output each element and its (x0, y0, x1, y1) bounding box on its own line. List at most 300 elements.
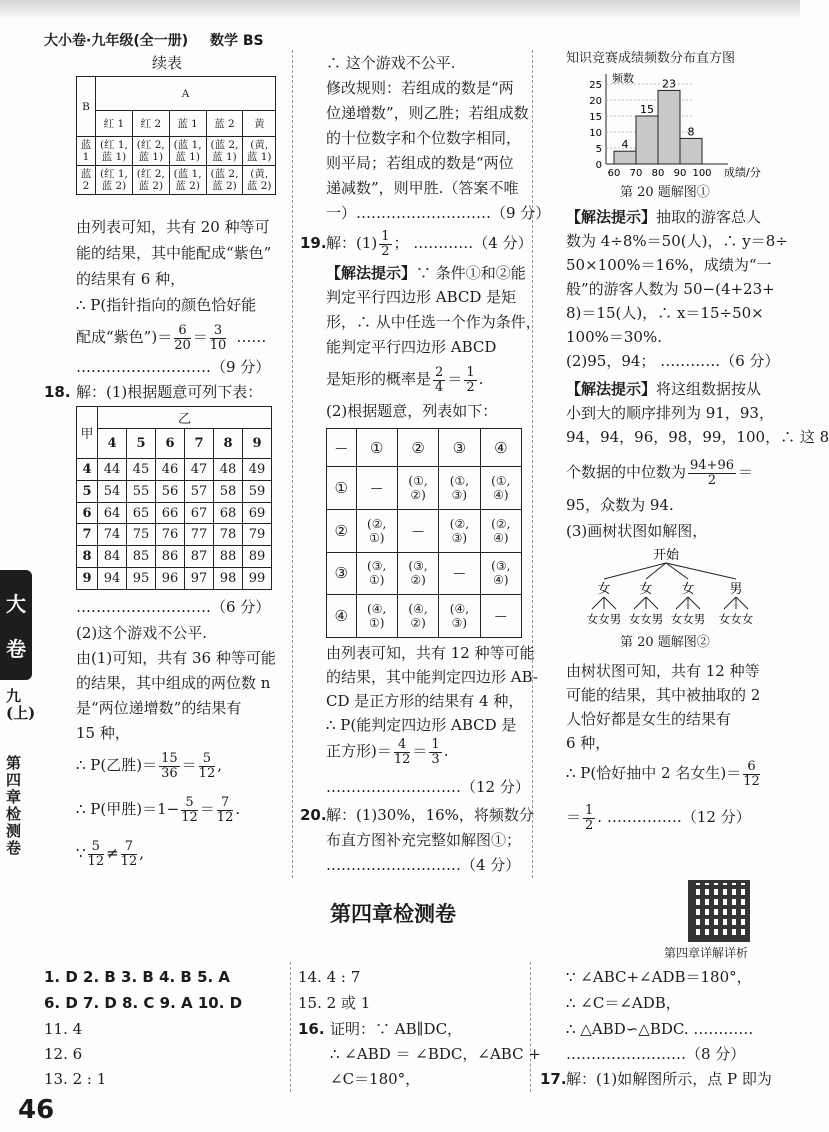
answer-15: 15. 2 或 1 (298, 994, 371, 1012)
condition-table-cell-part: (④, (408, 602, 428, 617)
condition-table-cell: — (480, 595, 521, 638)
fraction-numerator: 3 (210, 324, 227, 339)
formula-p-jia-tail: . (235, 800, 241, 818)
color-table-cell-part: (蓝 1, (173, 168, 202, 180)
number-table-cell: 97 (185, 568, 214, 590)
number-table-col-header: 7 (185, 429, 214, 459)
q20-hint1-line-1 (566, 208, 761, 226)
q19-hint-prob: 是矩形的概率是 $\frac{2}{4}$ ＝ $\frac{1}{2}$ . (326, 364, 484, 395)
q20-hint1-line-1: 数为 4÷8%＝50(人)，∴ y＝8÷ (566, 232, 788, 250)
q20-hint1-line-4: 8)＝15(人)，∴ x＝15÷50× (566, 304, 764, 322)
color-table-cell (96, 137, 133, 166)
color-table-cell-part: (红 1, (99, 139, 128, 151)
number-table-col-header: 9 (243, 429, 272, 459)
color-table-cell (132, 166, 169, 195)
condition-table-corner: — (327, 429, 357, 467)
color-table-cell-part: 蓝 2) (101, 180, 127, 192)
tree-level2-group: 女女女 (718, 612, 754, 626)
q18-score6: ………………………（6 分） (76, 598, 271, 616)
y-tick-label: 5 (595, 144, 602, 155)
color-table-col-header: 蓝 2 (206, 111, 243, 137)
number-table-cell: 65 (127, 502, 156, 524)
tree-root: 开始 (652, 548, 680, 563)
color-table-col-header: 蓝 1 (169, 111, 206, 137)
number-table-cell: 47 (185, 458, 214, 480)
y-axis-label: 频数 (612, 72, 634, 85)
q19-hint-label: 【解法提示】 (326, 264, 417, 282)
answers-row-2: 6. D 7. D 8. C 9. A 10. D (44, 994, 243, 1012)
condition-table-cell-part: (③, (408, 559, 428, 574)
number-table-cell: 84 (98, 546, 127, 568)
condition-table-cell-part: (④, (449, 602, 470, 617)
q20-number: 20. (300, 806, 327, 824)
fraction (121, 840, 138, 869)
number-table-cell: 57 (185, 480, 214, 502)
tree-edge (736, 597, 748, 609)
answer-16-line-1: 证明：∵ AB∥DC， (330, 1020, 463, 1038)
number-table-cell: 49 (243, 458, 272, 480)
col2-line-4: 的十位数字和个位数字相同， (326, 129, 522, 147)
number-table-col-header: 6 (156, 429, 185, 459)
number-table-cell: 54 (98, 480, 127, 502)
color-table-cell-part: 蓝 1) (101, 151, 127, 163)
tree-edge (646, 597, 658, 609)
tree-diagram (566, 545, 766, 631)
fraction-numerator: 2 (435, 364, 444, 380)
condition-table-col-header: ② (397, 429, 438, 467)
number-table-col-header: 8 (214, 429, 243, 459)
p17-line-2: 能的结果，其中能配成“紫色” (76, 244, 272, 262)
number-table-cell: 77 (185, 524, 214, 546)
formula-compare-prefix: ∵ (76, 844, 86, 862)
condition-table-cell-part: (①, (491, 474, 511, 489)
number-table-cell: 74 (98, 524, 127, 546)
color-table-cell-part: 蓝 2) (212, 180, 237, 192)
fraction-denominator: 2 (585, 817, 594, 833)
qr-code-icon[interactable] (688, 880, 750, 942)
p17-formula: 配成“紫色”)＝ $\frac{6}{20}$ ＝ $\frac{3}{10}$ …… (76, 322, 267, 353)
condition-table-cell-part: ①) (368, 573, 385, 588)
tree-level1-node: 女 (597, 582, 611, 597)
bar-value-label: 15 (640, 103, 654, 116)
median-prefix: 个数据的中位数为 (566, 463, 687, 481)
fraction (199, 752, 216, 781)
condition-table-cell (356, 509, 397, 552)
condition-table-cell-part: (②, (367, 516, 387, 531)
fraction (174, 324, 191, 353)
cont-caption: 续表 (152, 54, 183, 72)
color-table-col-header: 红 2 (132, 111, 169, 137)
fraction (88, 840, 105, 869)
color-table-cell-part: (红 1, (99, 168, 128, 180)
fraction (217, 796, 234, 825)
q20-hint2-text-1: 将这组数据按从 (656, 380, 762, 398)
tree-edge (688, 597, 700, 609)
condition-table-cell-part: (③, (367, 559, 387, 574)
color-table-cell-part: 蓝 2) (246, 180, 272, 192)
fraction (433, 366, 445, 395)
q20-hint2-line-1: 小到大的顺序排列为 91，93， (566, 404, 774, 422)
number-table-cell: 66 (156, 502, 185, 524)
condition-table-cell (439, 467, 480, 510)
color-table (76, 76, 276, 195)
color-table-cell (206, 137, 243, 166)
q19-part2: (2)根据题意，列表如下： (326, 402, 498, 420)
condition-table-cell-part: (③, (491, 559, 511, 574)
color-table-cell-part: (黄, (250, 168, 269, 180)
color-table-cell-part: (蓝 2, (210, 168, 239, 180)
proof-line-2: ∴ ∠C＝∠ADB， (566, 994, 681, 1012)
header-series: 大小卷·九年级(全一册) (44, 33, 189, 49)
number-table-cell: 87 (185, 546, 214, 568)
color-table-corner-a: A (96, 77, 276, 111)
bar-value-label: 23 (662, 77, 676, 91)
proof-line-4: ……………………（8 分） (566, 1045, 746, 1063)
number-table-cell: 95 (127, 568, 156, 590)
fraction-denominator: 12 (393, 751, 411, 767)
fraction-numerator: 7 (121, 840, 138, 855)
condition-table-row-header: ① (327, 467, 357, 510)
tree-level1-node: 女 (639, 582, 653, 597)
number-table-cell: 64 (98, 502, 127, 524)
color-table-row-header-part: 蓝 (80, 139, 92, 151)
side-chapter: 第四章检测卷 (6, 754, 22, 857)
q20-hint1-label: 【解法提示】 (566, 208, 657, 226)
color-table-cell (96, 166, 133, 195)
condition-table-cell (480, 509, 521, 552)
condition-table-cell-part: ③) (451, 616, 468, 631)
fraction-numerator: 15 (161, 750, 178, 766)
fraction-numerator: 4 (394, 738, 411, 753)
q18-number: 18. (44, 383, 71, 401)
q20-part3: (3)画树状图如解图， (566, 522, 708, 540)
brand-top: 大 (6, 592, 26, 616)
girls-formula-prefix: ∴ P(恰好抽中 2 名女生)＝ (566, 764, 742, 782)
q19-score12: ………………………（12 分） (326, 778, 530, 796)
tree-level2-group: 女女男 (628, 612, 664, 626)
col2-p3-line-3: CD 是正方形的结果有 4 种， (326, 692, 524, 710)
histogram-chart (570, 70, 770, 182)
histogram-bar (636, 116, 658, 164)
condition-table-row-header: ② (327, 509, 357, 552)
fraction-denominator: 12 (743, 773, 760, 789)
fraction-numerator: 6 (743, 760, 760, 775)
q19-score: ； …………（4 分） (393, 234, 533, 252)
number-table-cell: 88 (214, 546, 243, 568)
fraction-denominator: 12 (181, 809, 198, 825)
q19-hint-line-2: 形，∴ 从中任选一个作为条件， (326, 313, 541, 331)
y-tick-label: 15 (589, 112, 602, 123)
q20-hint2-label: 【解法提示】 (566, 380, 657, 398)
p17-line-1: 由列表可知，共有 20 种等可 (76, 218, 270, 236)
answers-row-4: 12. 6 (44, 1045, 83, 1063)
q19-hint-line-3: 能判定平行四边形 ABCD (326, 338, 497, 356)
number-table-cell: 69 (243, 502, 272, 524)
bar-value-label: 4 (621, 138, 629, 152)
number-table-cell: 68 (214, 502, 243, 524)
fraction-denominator: 12 (120, 853, 138, 869)
condition-table-cell-part: ①) (368, 616, 385, 631)
condition-table-row-header: ④ (327, 595, 357, 638)
fraction-denominator: 12 (198, 765, 216, 781)
formula-compare-tail: , (139, 844, 144, 862)
condition-table-cell-part: ④) (493, 488, 509, 503)
tree-edge (604, 597, 616, 609)
color-table-cell-part: 蓝 1) (212, 151, 237, 163)
condition-table-cell-part: (②, (449, 516, 470, 531)
tree-conclusion-line-1: 由树状图可知，共有 12 种等 (566, 662, 760, 680)
top-bar (0, 0, 800, 20)
fraction (464, 366, 476, 395)
number-table-label: 乙 (98, 407, 272, 429)
number-table-col-header: 4 (98, 429, 127, 459)
q20-hint2-line-2: 94，94，96，98，99，100，∴ 这 8 (566, 428, 829, 446)
x-tick-label: 60 (607, 168, 621, 179)
condition-table-cell: — (439, 552, 480, 595)
p18-line-4: 是“两位递增数”的结果有 (76, 699, 242, 717)
fraction-numerator: 1 (381, 228, 390, 244)
condition-table-col-header: ④ (480, 429, 521, 467)
x-tick-label: 100 (692, 168, 712, 179)
fraction (429, 738, 441, 767)
color-table-cell-part: 蓝 2) (175, 180, 200, 192)
fraction-numerator: 1 (431, 736, 440, 752)
color-table-row-header (77, 166, 96, 195)
divider-4 (530, 962, 531, 1092)
col2-line-3: 位递增数”，则乙胜；若组成数 (326, 104, 529, 122)
number-table-cell: 56 (156, 480, 185, 502)
fraction-denominator: 12 (87, 853, 105, 869)
answer-14: 14. 4 : 7 (298, 968, 361, 986)
q19-hint-line-1: 判定平行四边形 ABCD 是矩 (326, 288, 517, 306)
color-table-cell-part: (蓝 1, (173, 139, 202, 151)
condition-table-cell (480, 467, 521, 510)
formula-p-yi: ∴ P(乙胜)＝ $\frac{15}{36}$ ＝ $\frac{5}{12}$ , (76, 750, 222, 781)
number-table-cell: 89 (243, 546, 272, 568)
tree-conclusion-line-2: 可能的结果，其中被抽取的 2 (566, 686, 761, 704)
divider-1 (292, 50, 293, 878)
tree-edge (724, 597, 736, 609)
y-tick-label: 0 (595, 160, 602, 171)
fraction-numerator: 1 (466, 364, 475, 380)
color-table-row-header (77, 137, 96, 166)
number-table-row-header: 8 (77, 546, 98, 568)
fraction-numerator: 5 (199, 752, 216, 767)
condition-table-cell (397, 552, 438, 595)
p18-line-5: 15 种， (76, 724, 130, 742)
number-table-cell: 58 (214, 480, 243, 502)
fraction-denominator: 2 (707, 472, 717, 488)
number-table-row-header: 5 (77, 480, 98, 502)
color-table-col-header: 红 1 (96, 111, 133, 137)
formula-p-yi-prefix: ∴ P(乙胜)＝ (76, 756, 158, 774)
side-grade: 九(上) (6, 687, 36, 722)
condition-table-cell (356, 552, 397, 595)
number-table-row-header: 9 (77, 568, 98, 590)
col2-line-6: 递减数”，则甲胜.（答案不唯 (326, 179, 519, 197)
number-table-row-header: 7 (77, 524, 98, 546)
condition-table-cell (439, 595, 480, 638)
qr-caption: 第四章详解详析 (664, 946, 749, 960)
col2-p3-line-1: 由列表可知，共有 12 种等可能 (326, 644, 535, 662)
number-table-cell: 67 (185, 502, 214, 524)
section-title: 第四章检测卷 (330, 902, 456, 926)
tree-edge (634, 597, 646, 609)
y-tick-label: 20 (589, 96, 602, 107)
color-table-cell (132, 137, 169, 166)
median-line (566, 454, 753, 490)
condition-table-cell: — (356, 467, 397, 510)
number-table-cell: 78 (214, 524, 243, 546)
fraction (159, 752, 180, 781)
fraction-denominator: 2 (381, 243, 390, 259)
formula-compare-ne: ≠ (106, 844, 119, 862)
fraction (379, 230, 391, 259)
color-table-cell-part: 蓝 1) (138, 151, 164, 163)
condition-table-cell-part: ④) (493, 573, 509, 588)
color-table-cell-part: 蓝 2) (138, 180, 164, 192)
histogram-bar (680, 138, 702, 164)
tree-level1-node: 女 (681, 582, 695, 597)
q20-hint1-line-3: 般”的游客人数为 50−(4+23+ (566, 280, 775, 298)
girls-result (566, 800, 751, 834)
color-table-corner-b: B (77, 77, 96, 137)
answer-16-line-3: ∠C＝180°， (330, 1070, 421, 1088)
tree-edge (676, 597, 688, 609)
fraction-numerator: 6 (174, 324, 191, 339)
median-mode: 95，众数为 94. (566, 496, 674, 514)
q19-head: 解：(1) (326, 234, 378, 252)
q20-line-3: ………………………（4 分） (326, 856, 521, 874)
p17-line-3: 的结果有 6 种， (76, 270, 186, 288)
condition-table-cell-part: ②) (410, 488, 426, 503)
histogram-bar (614, 151, 636, 164)
condition-table-row-header: ③ (327, 552, 357, 595)
number-table-cell: 86 (156, 546, 185, 568)
q19-hint-line-1 (326, 264, 526, 282)
q20-hint2-line-1 (566, 380, 761, 398)
tree-conclusion-line-4: 6 种， (566, 734, 611, 752)
brand-badge (0, 570, 32, 680)
color-table-cell-part: (红 2, (136, 139, 165, 151)
fraction (210, 324, 227, 353)
fig2-caption: 第 20 题解图② (620, 635, 710, 650)
fraction-numerator: 1 (585, 802, 594, 818)
fraction (394, 738, 411, 767)
number-table-cell: 96 (156, 568, 185, 590)
condition-table-cell-part: (②, (491, 516, 511, 531)
color-table-cell-part: (红 2, (136, 168, 165, 180)
fraction-denominator: 36 (161, 765, 178, 781)
condition-table (326, 428, 522, 638)
side-tab (0, 570, 36, 870)
q19-hint-text-1: ∵ 条件①和②能 (416, 264, 526, 282)
condition-table-cell (397, 467, 438, 510)
color-table-row-header-part: 蓝 (80, 168, 92, 180)
answers-row-1: 1. D 2. B 3. B 4. B 5. A (44, 968, 231, 986)
fraction-numerator: 5 (88, 840, 105, 855)
formula-p-jia-prefix: ∴ P(甲胜)＝1− (76, 800, 180, 818)
fraction-denominator: 20 (174, 337, 191, 353)
number-table-cell: 55 (127, 480, 156, 502)
tree-level2-group: 女女男 (586, 612, 622, 626)
condition-table-cell: — (397, 509, 438, 552)
number-table-cell: 85 (127, 546, 156, 568)
q20-line-2: 布直方图补充完整如解图①； (326, 831, 522, 849)
fraction-denominator: 2 (466, 379, 475, 395)
q18-head: 解：(1)根据题意可列下表： (76, 383, 263, 401)
color-table-cell-part: (黄, (250, 139, 269, 151)
number-table-corner: 甲 (77, 407, 98, 459)
formula-p-yi-tail: , (217, 756, 222, 774)
col2-p3-line-4: ∴ P(能判定四边形 ABCD 是 (326, 716, 517, 734)
fraction-denominator: 3 (431, 751, 440, 767)
x-tick-label: 90 (673, 168, 687, 179)
girls-result-tail: . ……………（12 分） (597, 808, 751, 826)
answers-row-3: 11. 4 (44, 1020, 83, 1038)
fraction-denominator: 12 (216, 809, 234, 825)
answer-17-number: 17. (540, 1070, 567, 1088)
number-table-cell: 59 (243, 480, 272, 502)
number-table-cell: 46 (156, 458, 185, 480)
formula-compare (76, 836, 144, 870)
q19-hint-prob-prefix: 是矩形的概率是 (326, 370, 432, 388)
condition-table-col-header: ① (356, 429, 397, 467)
y-tick-label: 10 (589, 128, 602, 139)
p18-line-2: 由(1)可知，共有 36 种等可能 (76, 649, 276, 667)
fraction-denominator: 4 (435, 379, 444, 395)
divider-3 (290, 962, 291, 1092)
number-table-cell: 44 (98, 458, 127, 480)
color-table-col-header: 黄 (243, 111, 276, 137)
color-table-cell-part: 蓝 1) (175, 151, 200, 163)
fraction (743, 760, 760, 789)
answer-16-number: 16. (298, 1020, 325, 1038)
number-table (76, 406, 272, 590)
q19-answer (326, 228, 533, 258)
number-table-cell: 75 (127, 524, 156, 546)
median-eq: ＝ (738, 463, 754, 481)
y-tick-label: 25 (589, 80, 602, 91)
chart-title: 知识竞赛成绩频数分布直方图 (566, 51, 736, 66)
col2-line-7: 一）………………………（9 分） (326, 204, 551, 222)
square-formula-prefix: 正方形)＝ (326, 742, 392, 760)
col2-line-1: ∴ 这个游戏不公平. (326, 54, 456, 72)
histogram-bar (658, 90, 680, 164)
fraction (688, 459, 736, 488)
col2-p3-line-2: 的结果，其中能判定四边形 AB- (326, 668, 538, 686)
condition-table-cell-part: (①, (408, 474, 428, 489)
color-table-row-header-part: 1 (82, 151, 90, 163)
color-table-cell-part: 蓝 1) (246, 151, 272, 163)
color-table-cell-part: (蓝 2, (210, 139, 239, 151)
condition-table-cell-part: ④) (493, 530, 509, 545)
p18-line-1: (2)这个游戏不公平. (76, 624, 208, 642)
color-table-cell (206, 166, 243, 195)
number-table-col-header: 5 (127, 429, 156, 459)
fig1-caption: 第 20 题解图① (620, 185, 710, 200)
number-table-cell: 98 (214, 568, 243, 590)
p17-dots: …… (236, 328, 267, 346)
tree-edge (592, 597, 604, 609)
col2-line-2: 修改规则：若组成的数是“两 (326, 79, 514, 97)
brand-bottom: 卷 (6, 637, 26, 661)
color-table-cell (169, 137, 206, 166)
fraction-numerator: 7 (217, 796, 234, 811)
q19-hint-prob-tail: . (478, 370, 484, 388)
q20-hint1-text-1: 抽取的游客总人 (656, 208, 762, 226)
divider-2 (532, 50, 533, 878)
